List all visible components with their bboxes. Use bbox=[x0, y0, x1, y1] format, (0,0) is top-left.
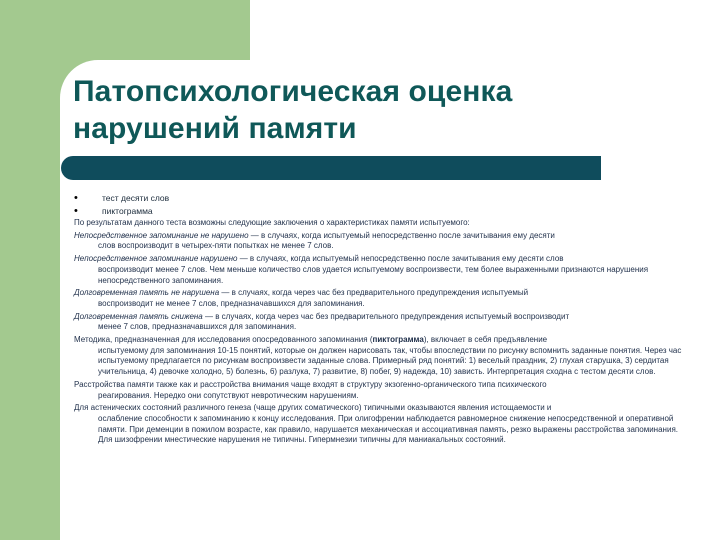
paragraph-longterm-intact bbox=[74, 288, 694, 309]
paragraph-first-line: Для астенических состояний различного генеза (чаще других соматического) типичными оказываются явления истощаемости и bbox=[74, 403, 552, 413]
paragraph-continuation: испытуемому для запоминания 10-15 понятий, которые он должен нарисовать так, чтобы впоследствии по рисунку вспомнить заданные понятия. Через час испытуемому предлагается по рисункам воспроизвести заданные слова. Примерный ряд понятий: 1) веселый праздник, 2) глухая старушка, 3) сердитая учительница, 4) девочке холодно, 5) болезнь, 6) разлука, 7) развитие, 8) побег, 9) надежда, 10) зависть. Интерпретация сходна с тестом десяти слов. bbox=[98, 345, 682, 377]
slide-title-line-2: нарушений памяти bbox=[73, 112, 357, 145]
paragraph-first-line: — в случаях, когда через час без предварительного предупреждения испытуемый bbox=[219, 288, 529, 298]
paragraph-longterm-reduced bbox=[74, 312, 694, 333]
bullet-dot-icon: • bbox=[74, 205, 78, 217]
paragraph-first-line: Расстройства памяти также как и расстройства внимания чаще входят в структуру экзогенно-органического типа психического bbox=[74, 379, 547, 389]
paragraph-lead-italic: Непосредственное запоминание не нарушено bbox=[74, 230, 249, 240]
paragraph-first-line: — в случаях, когда через час без предварительного предупреждения испытуемый воспроизводит bbox=[202, 311, 570, 321]
paragraph-pictogram-method bbox=[74, 335, 694, 378]
title-divider-bar bbox=[61, 156, 601, 180]
paragraph-continuation: ослабление способности к запоминанию к концу исследования. При олигофрении наблюдается равномерное снижение непосредственной и оперативной памяти. При деменции в пожилом возрасте, как правило, нарушается механическая и ассоциативная память, резко выражены расстройства запоминания. Для шизофрении мнестические нарушения не типичны. Гипермнезии типичны для маниакальных состояний. bbox=[98, 413, 678, 445]
body-text bbox=[74, 218, 694, 448]
paragraph-continuation: слов воспроизводит в четырех-пяти попытках не менее 7 слов. bbox=[98, 241, 334, 251]
paragraph-immediate-impaired bbox=[74, 254, 694, 286]
paragraph-continuation: воспроизводит менее 7 слов. Чем меньше количество слов удается испытуемому воспроизвести, тем более выраженными признаются нарушения непосредственного запоминания. bbox=[98, 264, 649, 285]
paragraph-asthenic-states bbox=[74, 403, 694, 446]
paragraph-bold-term: пиктограмма bbox=[372, 335, 424, 345]
paragraph-lead-italic: Долговременная память не нарушена bbox=[74, 288, 220, 298]
paragraph-continuation: реагирования. Нередко они сопутствуют невротическим нарушениям. bbox=[98, 390, 359, 400]
bullet-item bbox=[74, 205, 638, 218]
paragraph-continuation: менее 7 слов, предназначавшихся для запоминания. bbox=[98, 322, 297, 332]
paragraph-first-line-part-a: Методика, предназначенная для исследования опосредованного запоминания ( bbox=[74, 335, 373, 345]
paragraph-immediate-intact bbox=[74, 231, 694, 252]
bullet-item bbox=[74, 192, 638, 205]
paragraph-continuation: воспроизводит не менее 7 слов, предназначавшихся для запоминания. bbox=[98, 298, 365, 308]
paragraph-lead-italic: Долговременная память снижена bbox=[74, 311, 203, 321]
bullet-list bbox=[74, 192, 638, 218]
bullet-dot-icon: • bbox=[74, 192, 78, 204]
intro-paragraph: По результатам данного теста возможны следующие заключения о характеристиках памяти испытуемого: bbox=[74, 218, 470, 227]
bullet-text: тест десяти слов bbox=[102, 193, 170, 203]
paragraph-first-line-part-b: ), включает в себя предъявление bbox=[423, 335, 548, 345]
paragraph-memory-disorders bbox=[74, 380, 694, 401]
slide-title-line-1: Патопсихологическая оценка bbox=[73, 75, 513, 108]
paragraph-first-line: — в случаях, когда испытуемый непосредственно после зачитывания ему десяти bbox=[248, 230, 555, 240]
paragraph-first-line: — в случаях, когда испытуемый непосредственно после зачитывания ему десяти слов bbox=[237, 254, 564, 264]
bullet-text: пиктограмма bbox=[102, 206, 153, 216]
slide-title bbox=[73, 73, 673, 147]
paragraph-lead-italic: Непосредственное запоминание нарушено bbox=[74, 254, 238, 264]
